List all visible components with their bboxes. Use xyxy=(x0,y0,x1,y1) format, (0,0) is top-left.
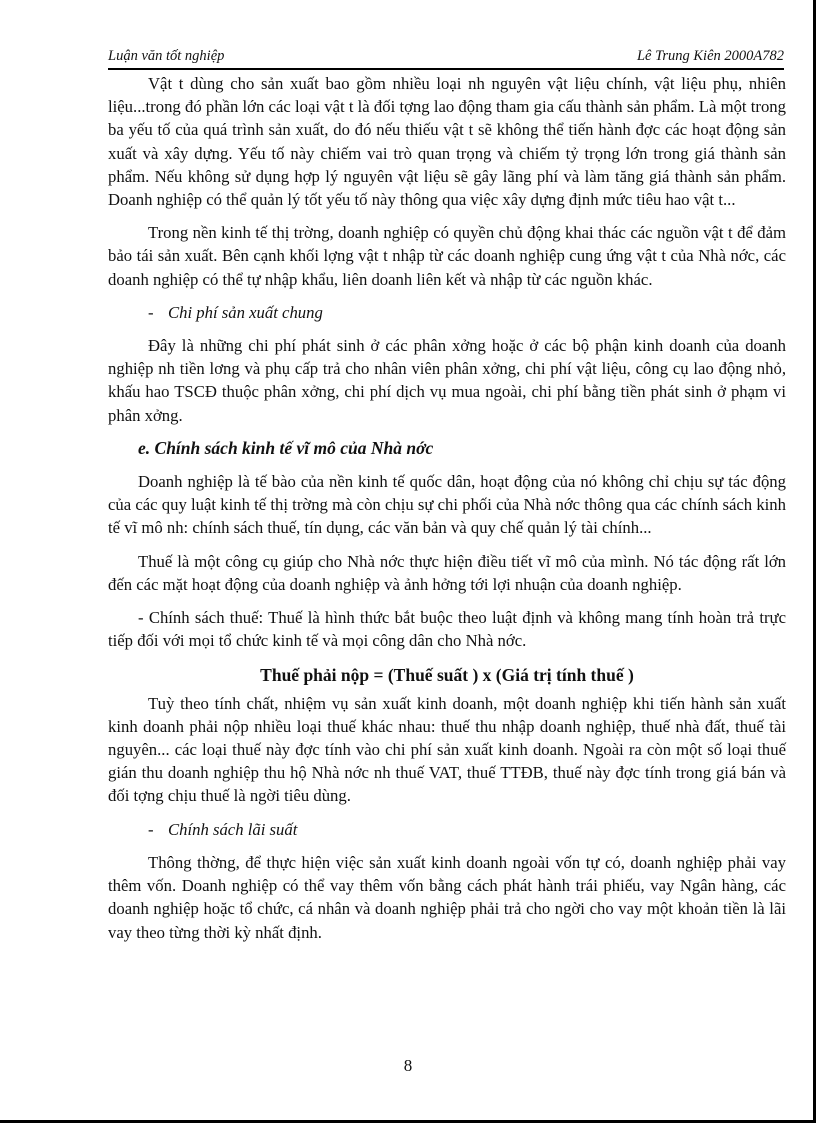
document-body xyxy=(108,72,786,944)
paragraph-interest: Thông thờng, để thực hiện việc sản xuất kinh doanh ngoài vốn tự có, doanh nghiệp phải vay thêm vốn. Doanh nghiệp có thể vay thêm vốn bằng cách phát hành trái phiếu, vay Ngân hàng, các doanh nghiệp hoặc tổ chức, cá nhân và doanh nghiệp phải trả cho ngời cho vay một khoản tiền là lãi vay theo từng thời kỳ nhất định. xyxy=(108,852,786,942)
paragraph-materials: Vật t dùng cho sản xuất bao gồm nhiều loại nh nguyên vật liệu chính, vật liệu phụ, nhiên liệu...trong đó phần lớn các loại vật t là đối tợng lao động tham gia cấu thành sản phẩm. Là một trong ba yếu tố của quá trình sản xuất, do đó nếu thiếu vật t sẽ không thể tiến hành đợc các hoạt động sản xuất và xây dựng. Yếu tố này chiếm vai trò quan trọng và chiếm tỷ trọng lớn trong giá thành sản phẩm. Nếu không sử dụng hợp lý nguyên vật liệu sẽ gây lãng phí và làm tăng giá thành sản phẩm. Doanh nghiệp có thể quản lý tốt yếu tố này thông qua việc xây dựng định mức tiêu hao vật t... xyxy=(108,74,786,210)
subheading-interest-policy xyxy=(108,818,786,841)
subheading-text: Chính sách lãi suất xyxy=(168,819,298,839)
paragraph-tax-tool: Thuế là một công cụ giúp cho Nhà nớc thực hiện điều tiết vĩ mô của mình. Nó tác động rất lớn đến các mặt hoạt động của doanh nghiệp và ảnh hởng tới lợi nhuận của doanh nghiệp. xyxy=(108,551,786,594)
paragraph-tax-policy: - Chính sách thuế: Thuế là hình thức bắt buộc theo luật định và không mang tính hoàn trả trực tiếp đối với mọi tổ chức kinh tế và mọi công dân cho Nhà nớc. xyxy=(108,608,786,651)
subheading-text: Chi phí sản xuất chung xyxy=(168,302,323,322)
bullet-dash: - xyxy=(148,819,154,839)
page-number: 8 xyxy=(403,1056,413,1075)
section-heading-macro-policy: e. Chính sách kinh tế vĩ mô của Nhà nớc xyxy=(138,437,434,458)
subheading-general-costs xyxy=(108,301,786,324)
page-header xyxy=(108,44,784,70)
header-author: Lê Trung Kiên 2000A782 xyxy=(636,48,784,64)
paragraph-macro-policy: Doanh nghiệp là tế bào của nền kinh tế quốc dân, hoạt động của nó không chỉ chịu sự tác động của các quy luật kinh tế thị trờng mà còn chịu sự chi phối của Nhà nớc thông qua các chính sách kinh tế vĩ mô nh: chính sách thuế, tín dụng, các văn bản và quy chế quản lý tài chính... xyxy=(108,472,786,538)
paragraph-general-costs: Đây là những chi phí phát sinh ở các phân xởng hoặc ở các bộ phận kinh doanh của doanh nghiệp nh tiền lơng và phụ cấp trả cho nhân viên phân xởng, chi phí vật liệu, công cụ lao động nhỏ, khấu hao TSCĐ thuộc phân xởng, chi phí dịch vụ mua ngoài, chi phí bằng tiền phát sinh ở phạm vi phân xởng. xyxy=(108,336,786,425)
tax-formula: Thuế phải nộp = (Thuế suất ) x (Giá trị tính thuế ) xyxy=(260,665,634,686)
bullet-dash: - xyxy=(148,302,154,322)
paragraph-tax-types: Tuỳ theo tính chất, nhiệm vụ sản xuất kinh doanh, một doanh nghiệp khi tiến hành sản xuất kinh doanh phải nộp nhiều loại thuế khác nhau: thuế thu nhập doanh nghiệp, thuế nhà đất, thuế tài nguyên... các loại thuế này đợc tính vào chi phí sản xuất kinh doanh. Ngoài ra còn một số loại thuế gián thu doanh nghiệp thu hộ Nhà nớc nh thuế VAT, thuế TTĐB, thuế này đợc tính trong giá bán và đối tợng chịu thuế là ngời tiêu dùng. xyxy=(108,693,786,806)
paragraph-material-sources: Trong nền kinh tế thị trờng, doanh nghiệp có quyền chủ động khai thác các nguồn vật t để đảm bảo tái sản xuất. Bên cạnh khối lợng vật t nhập từ các doanh nghiệp cung ứng vật t của Nhà nớc, các doanh nghiệp có thể tự nhập khẩu, liên doanh liên kết và nhập từ các nguồn khác. xyxy=(108,223,786,289)
header-title: Luận văn tốt nghiệp xyxy=(108,48,225,64)
